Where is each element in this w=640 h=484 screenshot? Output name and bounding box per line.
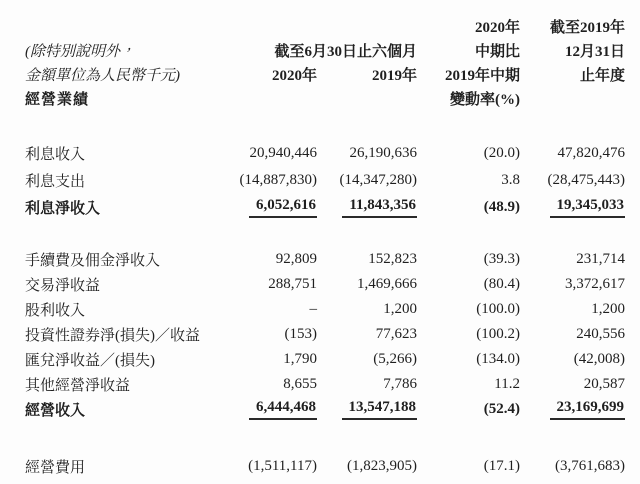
value-2020-interim-text: 92,809 xyxy=(275,251,317,267)
value-2020-interim-text: (1,511,117) xyxy=(248,458,317,474)
row-label-text: 利息支出 xyxy=(25,174,86,190)
value-change-percent xyxy=(417,276,520,293)
value-change-percent-text: (100.2) xyxy=(476,326,520,342)
row-label-text: 手續費及佣金淨收入 xyxy=(25,253,161,269)
value-2019-fullyear xyxy=(520,326,625,343)
row-label xyxy=(25,143,237,164)
value-change-percent-text: (17.1) xyxy=(483,458,520,474)
value-2019-fullyear-text: 240,556 xyxy=(576,326,625,342)
value-change-percent xyxy=(417,251,520,268)
row-label xyxy=(25,349,237,370)
value-2019-fullyear xyxy=(520,145,625,162)
table-row xyxy=(25,397,625,422)
value-change-percent-text: (39.3) xyxy=(483,251,520,267)
section-title-operating-results: 經營業績 xyxy=(25,91,90,108)
value-2020-interim xyxy=(237,197,317,218)
row-label-text: 其他經營淨收益 xyxy=(25,378,131,394)
row-label-text: 經營收入 xyxy=(25,403,86,419)
table-row xyxy=(25,454,625,479)
value-2019-fullyear-text: 19,345,033 xyxy=(550,197,626,218)
row-label xyxy=(25,324,237,345)
value-change-percent-text: (52.4) xyxy=(483,401,520,417)
value-2019-fullyear xyxy=(520,301,625,318)
value-2020-interim-text: – xyxy=(309,301,317,317)
value-2020-interim xyxy=(237,172,317,189)
value-2019-fullyear xyxy=(520,251,625,268)
row-label xyxy=(25,170,237,191)
value-change-percent xyxy=(417,172,520,189)
table-body xyxy=(0,140,640,479)
value-2019-fullyear-text: 20,587 xyxy=(583,376,625,392)
value-2020-interim xyxy=(237,145,317,162)
value-2019-fullyear xyxy=(520,458,625,475)
value-2020-interim-text: (153) xyxy=(284,326,317,342)
value-2019-interim xyxy=(317,276,417,293)
value-2019-fullyear xyxy=(520,276,625,293)
value-2019-interim-text: 13,547,188 xyxy=(342,399,418,420)
value-2019-fullyear xyxy=(520,172,625,189)
value-2019-fullyear-text: (3,761,683) xyxy=(555,458,625,474)
header-fullyear-col-line3: 止年度 xyxy=(579,67,625,84)
row-label-text: 交易淨收益 xyxy=(25,278,101,294)
value-2020-interim-text: 288,751 xyxy=(268,276,317,292)
value-2019-interim xyxy=(317,351,417,368)
header-change-col-line3: 2019年中期 xyxy=(444,67,520,84)
table-row xyxy=(25,194,625,221)
value-2020-interim xyxy=(237,458,317,475)
value-2019-interim xyxy=(317,301,417,318)
value-2019-interim-text: (5,266) xyxy=(373,351,417,367)
header-six-months-group: 截至6月30日止六個月 xyxy=(274,43,417,60)
value-2019-fullyear-text: (42,008) xyxy=(573,351,625,367)
value-2019-interim xyxy=(317,251,417,268)
row-label-text: 投資性證券淨(損失)／收益 xyxy=(25,328,200,344)
value-2019-fullyear-text: 3,372,617 xyxy=(565,276,625,292)
value-2020-interim xyxy=(237,251,317,268)
header-change-col-line1: 2020年 xyxy=(474,19,520,36)
row-label xyxy=(25,399,237,420)
row-label-text: 利息收入 xyxy=(25,147,86,163)
value-2020-interim-text: 6,052,616 xyxy=(249,197,317,218)
value-2019-fullyear xyxy=(520,197,625,218)
value-change-percent xyxy=(417,401,520,418)
value-2020-interim xyxy=(237,351,317,368)
units-note-line1: (除特別說明外， xyxy=(25,43,135,60)
value-2020-interim-text: 8,655 xyxy=(283,376,317,392)
value-2020-interim xyxy=(237,399,317,420)
value-change-percent-text: (134.0) xyxy=(476,351,520,367)
value-2019-fullyear xyxy=(520,351,625,368)
value-2019-fullyear-text: 47,820,476 xyxy=(557,145,625,161)
value-change-percent-text: (48.9) xyxy=(483,199,520,215)
value-2019-interim-text: 152,823 xyxy=(368,251,417,267)
row-label-text: 匯兌淨收益／(損失) xyxy=(25,353,155,369)
value-2020-interim-text: (14,887,830) xyxy=(239,172,317,188)
value-2020-interim-text: 1,790 xyxy=(283,351,317,367)
value-2019-interim-text: (14,347,280) xyxy=(339,172,417,188)
value-change-percent xyxy=(417,326,520,343)
value-2019-interim xyxy=(317,376,417,393)
value-2020-interim xyxy=(237,301,317,318)
value-2019-interim-text: 7,786 xyxy=(383,376,417,392)
table-row xyxy=(25,347,625,372)
value-change-percent xyxy=(417,351,520,368)
value-2019-interim xyxy=(317,399,417,420)
value-change-percent-text: (80.4) xyxy=(483,276,520,292)
value-2019-fullyear-text: 1,200 xyxy=(591,301,625,317)
value-2019-fullyear xyxy=(520,376,625,393)
value-change-percent xyxy=(417,145,520,162)
table-row xyxy=(25,167,625,194)
header-change-col-line2: 中期比 xyxy=(474,43,520,60)
row-label-text: 利息淨收入 xyxy=(25,201,101,217)
row-label xyxy=(25,274,237,295)
row-label-text: 股利收入 xyxy=(25,303,86,319)
value-2020-interim xyxy=(237,376,317,393)
value-change-percent-text: 3.8 xyxy=(501,172,520,188)
value-2019-interim-text: 11,843,356 xyxy=(342,197,417,218)
value-change-percent-text: (100.0) xyxy=(476,301,520,317)
table-row xyxy=(25,247,625,272)
row-label xyxy=(25,197,237,218)
row-label xyxy=(25,299,237,320)
value-2019-interim xyxy=(317,197,417,218)
value-2019-interim xyxy=(317,326,417,343)
value-2019-interim-text: 77,623 xyxy=(375,326,417,342)
value-2020-interim-text: 6,444,468 xyxy=(249,399,317,420)
header-fullyear-col-line2: 12月31日 xyxy=(564,43,625,60)
value-change-percent xyxy=(417,199,520,216)
row-label xyxy=(25,249,237,270)
value-2019-fullyear-text: (28,475,443) xyxy=(547,172,625,188)
value-2019-interim-text: (1,823,905) xyxy=(347,458,417,474)
header-change-col-line4: 變動率(%) xyxy=(450,91,520,108)
header-col-2019-interim: 2019年 xyxy=(371,67,417,84)
table-header xyxy=(0,0,640,110)
value-2020-interim xyxy=(237,326,317,343)
value-2019-interim-text: 26,190,636 xyxy=(349,145,417,161)
value-2020-interim-text: 20,940,446 xyxy=(249,145,317,161)
value-2019-fullyear-text: 23,169,699 xyxy=(550,399,626,420)
row-label-text: 經營費用 xyxy=(25,460,86,476)
value-2019-interim xyxy=(317,172,417,189)
value-2019-fullyear-text: 231,714 xyxy=(576,251,625,267)
value-change-percent xyxy=(417,458,520,475)
row-label xyxy=(25,374,237,395)
table-row xyxy=(25,372,625,397)
value-2019-fullyear xyxy=(520,399,625,420)
value-change-percent-text: (20.0) xyxy=(483,145,520,161)
header-col-2020-interim: 2020年 xyxy=(271,67,317,84)
table-row xyxy=(25,322,625,347)
value-2019-interim xyxy=(317,458,417,475)
value-change-percent xyxy=(417,301,520,318)
value-change-percent xyxy=(417,376,520,393)
value-2019-interim xyxy=(317,145,417,162)
units-note-line2: 金額單位為人民幣千元) xyxy=(25,67,180,84)
value-2019-interim-text: 1,200 xyxy=(383,301,417,317)
row-label xyxy=(25,456,237,477)
value-2020-interim xyxy=(237,276,317,293)
table-row xyxy=(25,297,625,322)
table-row xyxy=(25,140,625,167)
table-row xyxy=(25,272,625,297)
value-2019-interim-text: 1,469,666 xyxy=(357,276,417,292)
header-fullyear-col-line1: 截至2019年 xyxy=(549,19,625,36)
value-change-percent-text: 11.2 xyxy=(494,376,520,392)
